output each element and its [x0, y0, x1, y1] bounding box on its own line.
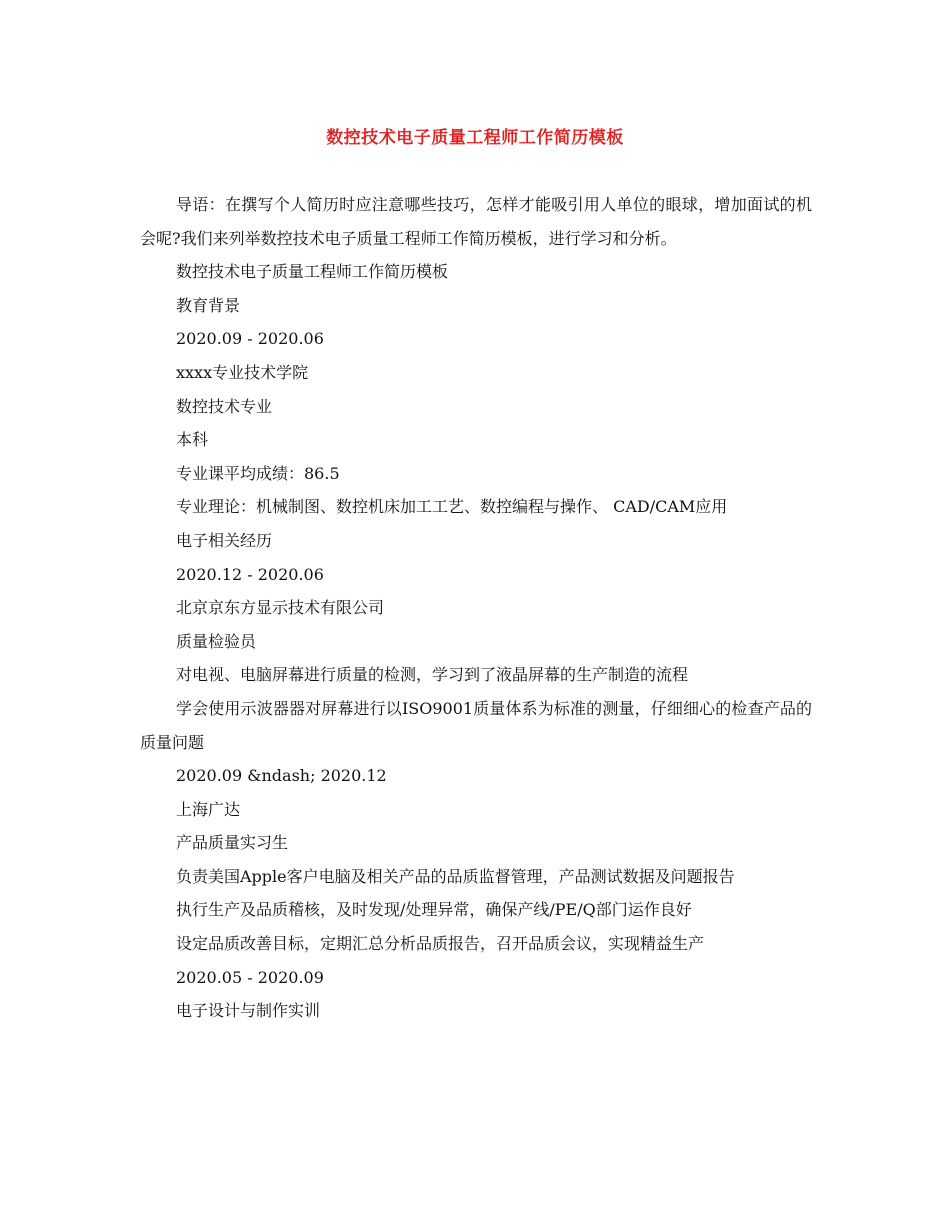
experience-3-title: 电子设计与制作实训	[176, 1001, 321, 1021]
experience-1-date-range: 2020.12 - 2020.06	[176, 564, 324, 584]
experience-2-duty: 设定品质改善目标，定期汇总分析品质报告，召开品质会议，实现精益生产	[176, 934, 705, 954]
experience-2-company: 上海广达	[176, 799, 241, 819]
education-courses: 专业理论：机械制图、数控机床加工工艺、数控编程与操作、 CAD/CAM应用	[176, 497, 728, 517]
section-heading-education: 教育背景	[176, 295, 241, 315]
education-gpa: 专业课平均成绩：86.5	[176, 463, 340, 483]
experience-1-duty: 对电视、电脑屏幕进行质量的检测，学习到了液晶屏幕的生产制造的流程	[176, 665, 689, 685]
experience-2-date-range: 2020.09 &ndash; 2020.12	[176, 766, 387, 786]
experience-1-duty: 学会使用示波器器对屏幕进行以ISO9001质量体系为标准的测量，仔细细心的检查产品的质量问题	[140, 698, 812, 752]
resume-heading: 数控技术电子质量工程师工作简历模板	[176, 262, 449, 282]
experience-2-duty: 执行生产及品质稽核，及时发现/处理异常，确保产线/PE/Q部门运作良好	[176, 900, 692, 920]
experience-1-company: 北京京东方显示技术有限公司	[176, 598, 385, 618]
document-body	[140, 188, 812, 1028]
experience-1-role: 质量检验员	[176, 631, 257, 651]
experience-2-duty: 负责美国Apple客户电脑及相关产品的品质监督管理，产品测试数据及问题报告	[176, 866, 735, 886]
education-date-range: 2020.09 - 2020.06	[176, 329, 324, 349]
education-degree: 本科	[176, 430, 209, 450]
intro-paragraph: 导语：在撰写个人简历时应注意哪些技巧，怎样才能吸引用人单位的眼球，增加面试的机会呢?我们来列举数控技术电子质量工程师工作简历模板，进行学习和分析。	[140, 195, 812, 248]
section-heading-experience: 电子相关经历	[176, 530, 273, 550]
experience-2-role: 产品质量实习生	[176, 833, 289, 853]
education-school: xxxx专业技术学院	[176, 362, 309, 382]
document-title: 数控技术电子质量工程师工作简历模板	[326, 128, 624, 148]
experience-3-date-range: 2020.05 - 2020.09	[176, 967, 324, 987]
education-major: 数控技术专业	[176, 396, 273, 416]
